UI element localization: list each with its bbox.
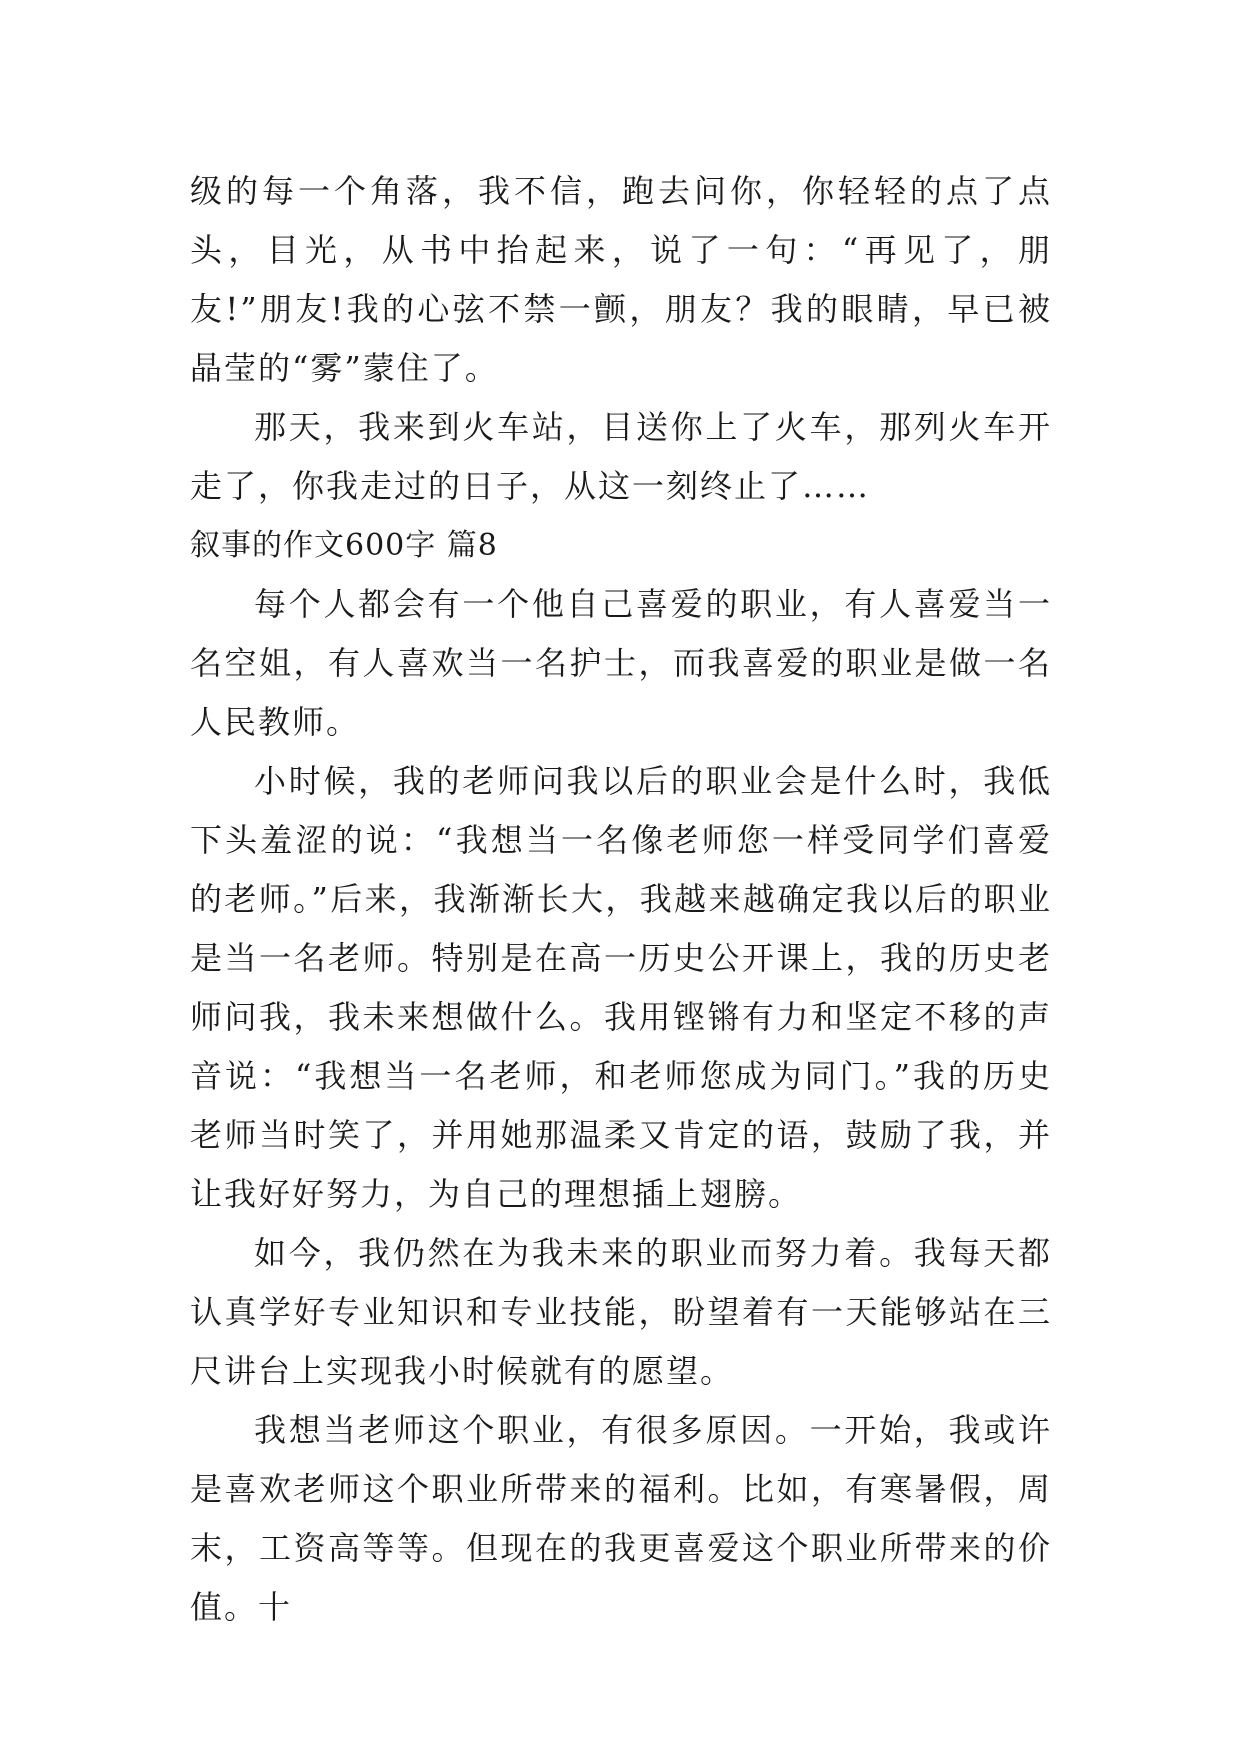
- paragraph-intro: 每个人都会有一个他自己喜爱的职业，有人喜爱当一名空姐，有人喜欢当一名护士，而我喜爱的职业是做一名人民教师。: [190, 585, 1052, 741]
- paragraph-childhood: 小时候，我的老师问我以后的职业会是什么时，我低下头羞涩的说：“我想当一名像老师您一样受同学们喜爱的老师。”后来，我渐渐长大，我越来越确定我以后的职业是当一名老师。特别是在高一历史公开课上，我的历史老师问我，我未来想做什么。我用铿锵有力和坚定不移的声音说：“我想当一名老师，和老师您成为同门。”我的历史老师当时笑了，并用她那温柔又肯定的语，鼓励了我，并让我好好努力，为自己的理想插上翅膀。: [190, 762, 1052, 1213]
- paragraph-continued: 级的每一个角落，我不信，跑去问你，你轻轻的点了点头，目光，从书中抬起来，说了一句：“再见了，朋友!”朋友!我的心弦不禁一颤，朋友？我的眼睛，早已被晶莹的“雾”蒙住了。: [190, 172, 1052, 387]
- paragraph-reasons: 我想当老师这个职业，有很多原因。一开始，我或许是喜欢老师这个职业所带来的福利。比如，有寒暑假，周末，工资高等等。但现在的我更喜爱这个职业所带来的价值。十: [190, 1411, 1052, 1626]
- paragraph-train-station: 那天，我来到火车站，目送你上了火车，那列火车开走了，你我走过的日子，从这一刻终止了……: [190, 408, 1052, 505]
- paragraph-present: 如今，我仍然在为我未来的职业而努力着。我每天都认真学好专业知识和专业技能，盼望着有一天能够站在三尺讲台上实现我小时候就有的愿望。: [190, 1234, 1052, 1390]
- section-heading: 叙事的作文600字 篇8: [190, 528, 498, 563]
- document-body: [190, 162, 1052, 1637]
